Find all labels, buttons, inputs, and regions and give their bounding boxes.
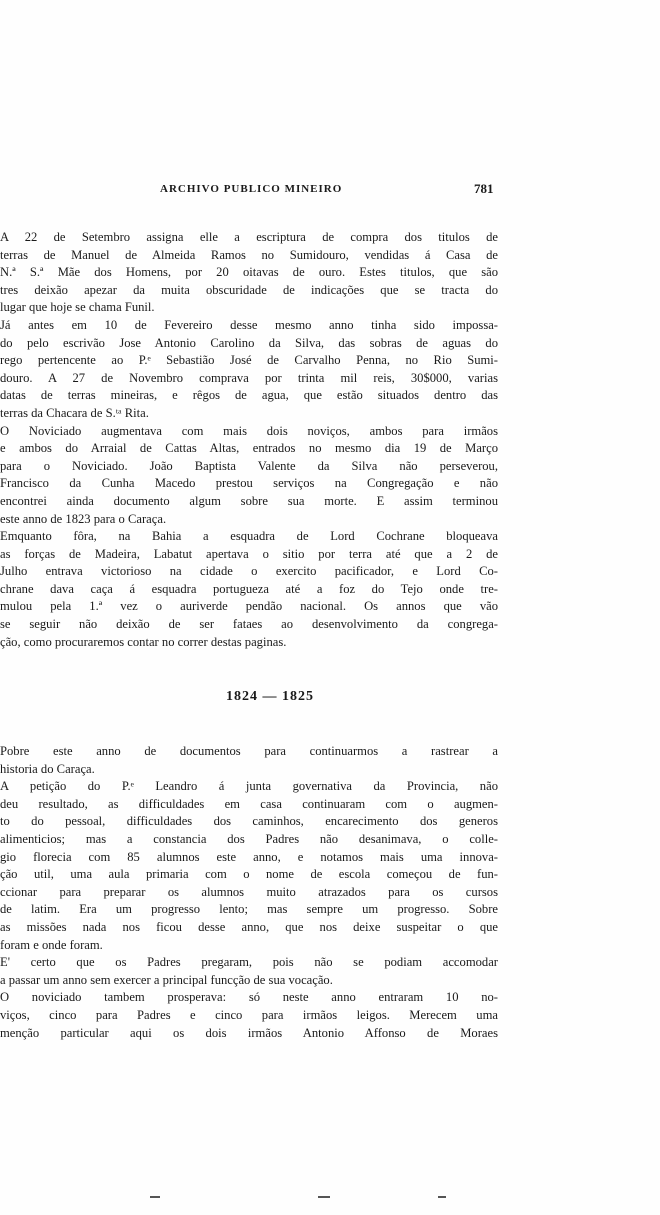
- scan-speck: [150, 1196, 160, 1198]
- text-line: Emquanto fôra, na Bahia a esquadra de Lord Cochrane bloqueava: [0, 529, 498, 544]
- text-line: as forças de Madeira, Labatut apertava o sitio por terra até que a 2 de: [0, 546, 498, 561]
- text-line: do pelo escrivão Jose Antonio Carolino da Silva, das sobras de aguas do: [0, 335, 498, 350]
- text-line: gio florecia com 85 alumnos este anno, e notamos mais uma innova-: [0, 849, 498, 864]
- text-line: tres deixão apezar da muita obscuridade de indicações que se tracta do: [0, 282, 498, 297]
- text-line: mulou pela 1.ª vez o auriverde pendão nacional. Os annos que vão: [0, 599, 498, 614]
- text-block-1823: [0, 229, 498, 651]
- text-line: O noviciado tambem prosperava: só neste anno entraram 10 no-: [0, 990, 498, 1005]
- section-heading: [0, 689, 500, 705]
- text-line: A 22 de Setembro assigna elle a escriptura de compra dos titulos de: [0, 230, 498, 244]
- text-line: historia do Caraça.: [0, 761, 95, 776]
- text-line: A petição do P.ᵉ Leandro á junta governativa da Provincia, não: [0, 779, 498, 794]
- text-line: terras da Chacara de S.ᵗᵃ Rita.: [0, 405, 149, 420]
- text-line: viços, cinco para Padres e cinco para irmãos leigos. Merecem uma: [0, 1007, 498, 1022]
- text-line: alimenticios; mas a constancia dos Padres não desanimava, o colle-: [0, 831, 498, 846]
- text-line: N.ª S.ª Mãe dos Homens, por 20 oitavas de ouro. Estes titulos, que são: [0, 265, 498, 280]
- section-heading-text: 1824 — 1825: [226, 689, 314, 704]
- text-line: a passar um anno sem exercer a principal funcção de sua vocação.: [0, 972, 333, 987]
- text-line: Pobre este anno de documentos para continuarmos a rastrear a: [0, 744, 498, 758]
- text-line: E' certo que os Padres pregaram, pois não se podiam accomodar: [0, 955, 498, 970]
- text-line: para o Noviciado. João Baptista Valente da Silva não perseverou,: [0, 458, 498, 473]
- text-line: Já antes em 10 de Fevereiro desse mesmo anno tinha sido impossa-: [0, 317, 498, 332]
- text-line: Julho entrava victorioso na cidade o exercito pacificador, e Lord Co-: [0, 564, 498, 579]
- text-line: encontrei ainda documento algum sobre sua morte. E assim terminou: [0, 493, 498, 508]
- text-line: chrane dava caça á esquadra portugueza até a foz do Tejo onde tre-: [0, 581, 498, 596]
- header-title: ARCHIVO PUBLICO MINEIRO: [160, 183, 343, 195]
- text-line: ção, como procuraremos contar no correr destas paginas.: [0, 634, 287, 649]
- text-line: se seguir não deixão de ser fataes ao desenvolvimento da congrega-: [0, 617, 498, 632]
- running-header: [0, 183, 500, 203]
- text-line: de latim. Era um progresso lento; mas sempre um progresso. Sobre: [0, 902, 498, 917]
- text-line: rego pertencente ao P.ᵉ Sebastião José de Carvalho Penna, no Rio Sumi-: [0, 353, 498, 368]
- scan-speck: [438, 1196, 446, 1198]
- page-number: 781: [474, 181, 494, 196]
- text-line: e ambos do Arraial de Cattas Altas, entrados no mesmo dia 19 de Março: [0, 441, 498, 456]
- text-line: ção util, uma aula primaria com o nome de escola começou de fun-: [0, 867, 498, 882]
- text-line: lugar que hoje se chama Funil.: [0, 300, 155, 315]
- text-line: foram e onde foram.: [0, 937, 103, 952]
- text-line: Francisco da Cunha Macedo prestou serviços na Congregação e não: [0, 476, 498, 491]
- text-line: este anno de 1823 para o Caraça.: [0, 511, 167, 526]
- text-line: douro. A 27 de Novembro comprava por trinta mil reis, 30$000, varias: [0, 370, 498, 385]
- text-line: deu resultado, as difficuldades em casa continuaram com o augmen-: [0, 796, 498, 811]
- text-line: as missões nada nos ficou desse anno, que nos deixe suspeitar o que: [0, 919, 498, 934]
- text-line: ccionar para preparar os alumnos muito atrazados para os cursos: [0, 884, 498, 899]
- text-block-1824-1825: [0, 743, 498, 1042]
- text-line: menção particular aqui os dois irmãos Antonio Affonso de Moraes: [0, 1025, 498, 1040]
- text-line: to do pessoal, difficuldades dos caminhos, encarecimento dos generos: [0, 814, 498, 829]
- scan-speck: [318, 1196, 330, 1198]
- text-line: datas de terras mineiras, e rêgos de agua, que estão situados dentro das: [0, 388, 498, 403]
- text-line: O Noviciado augmentava com mais dois noviços, ambos para irmãos: [0, 423, 498, 438]
- text-line: terras de Manuel de Almeida Ramos no Sumidouro, vendidas á Casa de: [0, 247, 498, 262]
